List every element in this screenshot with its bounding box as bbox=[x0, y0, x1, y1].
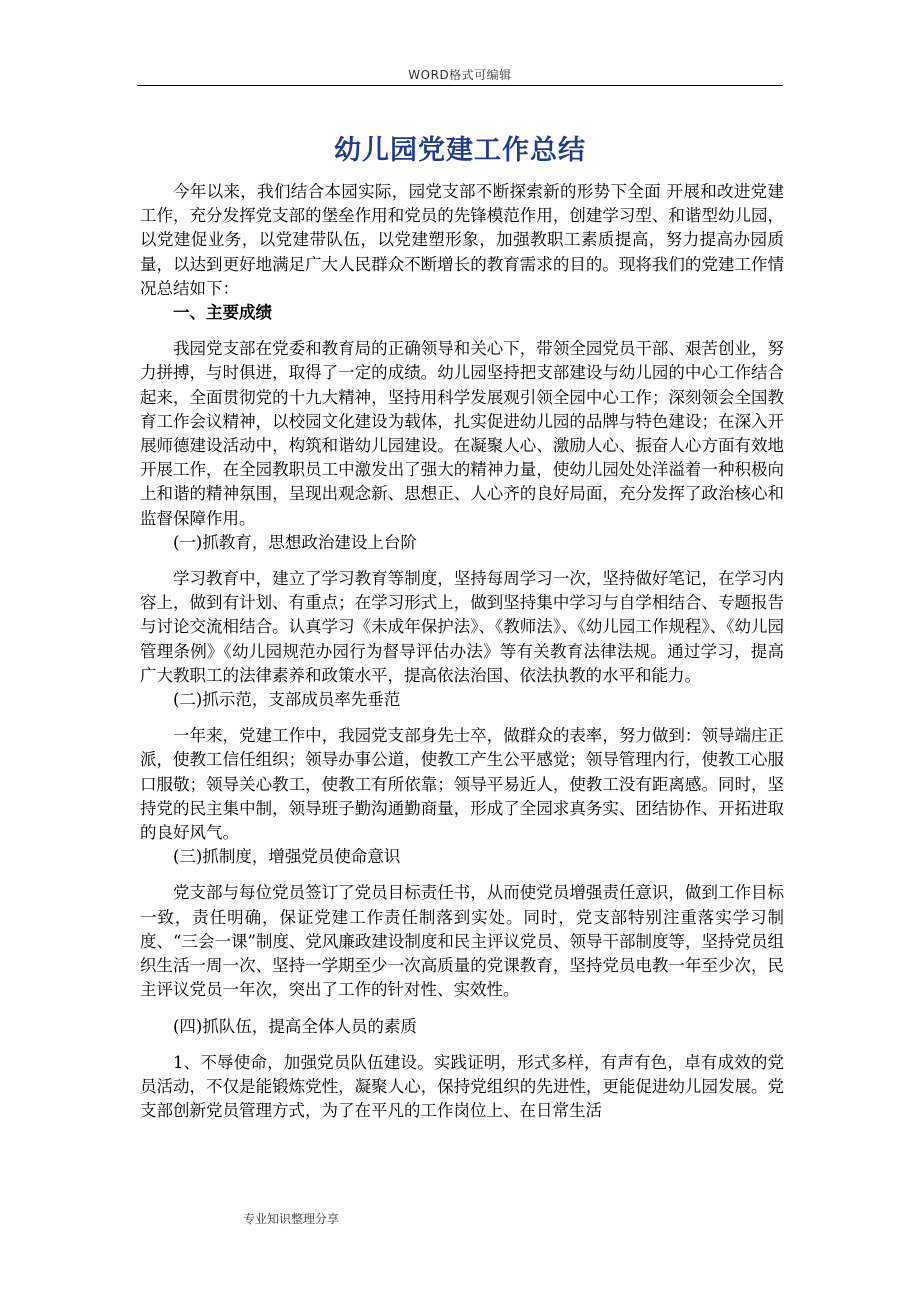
subsection-paragraph-team: 1、不辱使命，加强党员队伍建设。实践证明，形式多样，有声有色，卓有成效的党员活动，不仅是能锻炼党性，凝聚人心，保持党组织的先进性，更能促进幼儿园发展。党支部创新党员管理方式，为了在平凡的工作岗位上、在日常生活 bbox=[140, 1052, 784, 1121]
section-paragraph-main-achievements: 我园党支部在党委和教育局的正确领导和关心下，带领全园党员干部、艰苦创业，努力拼搏，与时俱进，取得了一定的成绩。幼儿园坚持把支部建设与幼儿园的中心工作结合起来，全面贯彻党的十九大精神，坚持用科学发展观引领全园中心工作；深刻领会全国教育工作会议精神，以校园文化建设为载体，扎实促进幼儿园的品牌与特色建设；在深入开展师德建设活动中，构筑和谐幼儿园建设。在凝聚人心、激励人心、振奋人心方面有效地开展工作，在全园教职员工中激发出了强大的精神力量，使幼儿园处处洋溢着一种积极向上和谐的精神氛围，呈现出观念新、思想正、人心齐的良好局面，充分发挥了政治核心和监督保障作用。 bbox=[140, 339, 784, 528]
header-divider bbox=[137, 85, 783, 86]
document-title: 幼儿园党建工作总结 bbox=[334, 135, 586, 166]
subsection-paragraph-system: 党支部与每位党员签订了党员目标责任书，从而使党员增强责任意识，做到工作目标一致，责任明确，保证党建工作责任制落到实处。同时，党支部特别注重落实学习制度、“三会一课”制度、党风廉政建设制度和民主评议党员、领导干部制度等，坚持党员组织生活一周一次、坚持一学期至少一次高质量的党课教育，坚持党员电教一年至少次，民主评议党员一年次，突出了工作的针对性、实效性。 bbox=[140, 883, 784, 1000]
page-header: WORD格式可编辑 bbox=[408, 68, 512, 82]
subsection-paragraph-demonstration: 一年来，党建工作中，我园党支部身先士卒，做群众的表率，努力做到：领导端庄正派，使教工信任组织；领导办事公道，使教工产生公平感觉；领导管理内行，使教工心服口服敬；领导关心教工，使教工有所依靠；领导平易近人，使教工没有距离感。同时，坚持党的民主集中制，领导班子勤沟通勤商量，形成了全园求真务实、团结协作、开拓进取的良好风气。 bbox=[140, 726, 784, 843]
section-heading-main-achievements: 一、主要成绩 bbox=[173, 303, 272, 323]
page-footer: 专业知识整理分享 bbox=[243, 1212, 340, 1226]
subsection-paragraph-education: 学习教育中，建立了学习教育等制度，坚持每周学习一次，坚持做好笔记，在学习内容上，做到有计划、有重点；在学习形式上，做到坚持集中学习与自学相结合、专题报告与讨论交流相结合。认真学习《未成年保护法》、《教师法》、《幼儿园工作规程》、《幼儿园管理条例》《幼儿园规范办园行为督导评估办法》等有关教育法律法规。通过学习，提高广大教职工的法律素养和政策水平，提高依法治国、依法执教的水平和能力。 bbox=[140, 569, 784, 685]
document-body bbox=[140, 180, 784, 1123]
intro-paragraph: 今年以来，我们结合本园实际，园党支部不断探索新的形势下全面 开展和改进党建工作，充分发挥党支部的堡垒作用和党员的先锋模范作用，创建学习型、和谐型幼儿园，以党建促业务，以党建带队伍，以党建塑形象，加强教职工素质提高，努力提高办园质量，以达到更好地满足广大人民群众不断增长的教育需求的目的。现将我们的党建工作情况总结如下： bbox=[140, 182, 784, 298]
subsection-heading-system: (三)抓制度，增强党员使命意识 bbox=[173, 847, 401, 867]
subsection-heading-education: (一)抓教育，思想政治建设上台阶 bbox=[173, 532, 417, 552]
subsection-heading-demonstration: (二)抓示范，支部成员率先垂范 bbox=[173, 690, 401, 710]
subsection-heading-team: (四)抓队伍，提高全体人员的素质 bbox=[173, 1016, 417, 1036]
